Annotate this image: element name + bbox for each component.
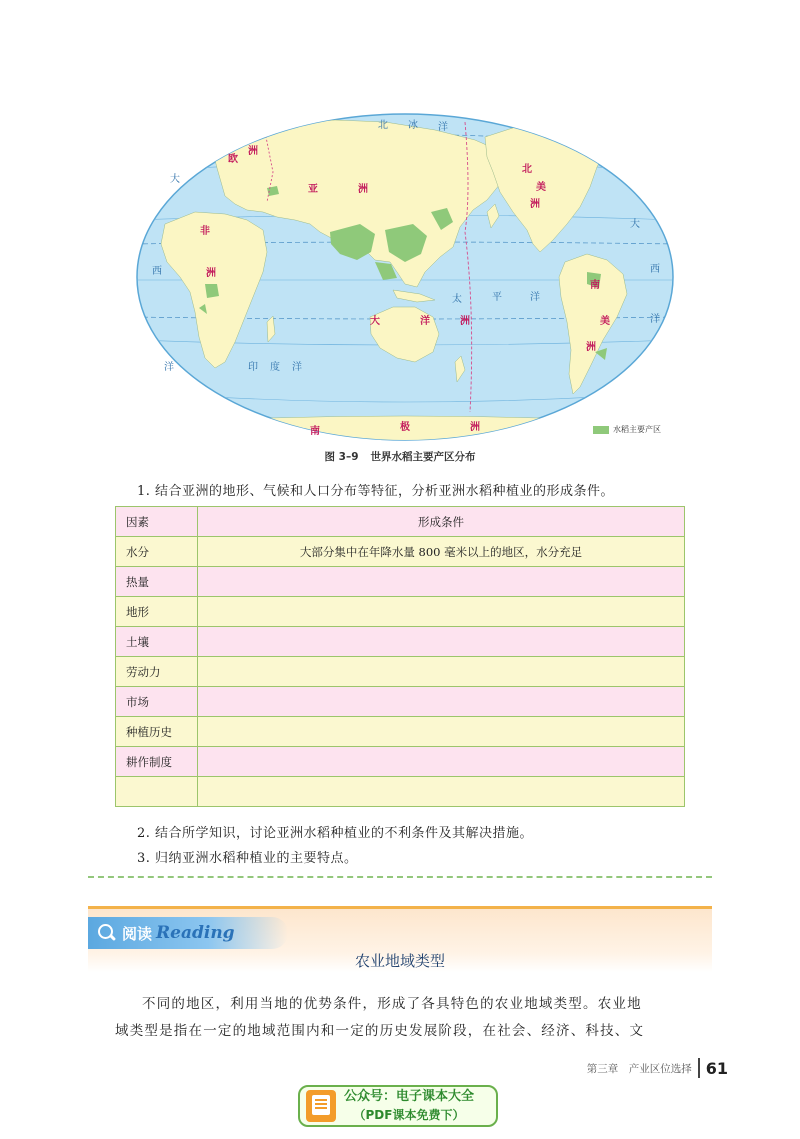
row-condition[interactable] xyxy=(198,777,685,807)
row-condition[interactable] xyxy=(198,687,685,717)
header-condition: 形成条件 xyxy=(198,507,685,537)
question-2: 2. 结合所学知识，讨论亚洲水稻种植业的不利条件及其解决措施。 xyxy=(137,826,534,841)
table-row xyxy=(116,717,685,747)
question-3: 3. 归纳亚洲水稻种植业的主要特点。 xyxy=(137,851,358,866)
figure-title: 世界水稻主要产区分布 xyxy=(370,451,476,463)
table-row xyxy=(116,567,685,597)
ebook-logo-icon xyxy=(306,1090,336,1122)
label-antarctica-0: 南 xyxy=(310,426,320,437)
page-footer xyxy=(587,1058,728,1078)
label-oceania-1: 洋 xyxy=(420,316,430,327)
label-na-2: 洲 xyxy=(530,199,540,210)
legend-label: 水稻主要产区 xyxy=(613,425,661,434)
greenland xyxy=(605,120,645,152)
row-condition[interactable] xyxy=(198,657,685,687)
row-condition[interactable] xyxy=(198,567,685,597)
reading-tab xyxy=(88,917,288,949)
rice-legend-swatch xyxy=(593,426,609,434)
table-row xyxy=(116,747,685,777)
row-factor: 热量 xyxy=(116,567,198,597)
formation-conditions-table xyxy=(115,506,685,807)
label-africa-0: 非 xyxy=(200,226,210,237)
map-legend xyxy=(593,424,661,435)
row-factor: 土壤 xyxy=(116,627,198,657)
table-row xyxy=(116,627,685,657)
label-oceania-2: 洲 xyxy=(460,316,470,327)
row-factor: 市场 xyxy=(116,687,198,717)
label-indian-1: 度 xyxy=(270,362,280,373)
row-condition[interactable]: 大部分集中在年降水量 800 毫米以上的地区，水分充足 xyxy=(198,537,685,567)
label-indian-2: 洋 xyxy=(292,362,302,373)
figure-caption xyxy=(0,449,800,464)
label-antarctica-2: 洲 xyxy=(470,422,480,433)
row-factor: 耕作制度 xyxy=(116,747,198,777)
table-row xyxy=(116,597,685,627)
row-factor[interactable] xyxy=(116,777,198,807)
reading-label-en: Reading xyxy=(156,923,235,943)
label-europe-0: 欧 xyxy=(228,154,238,165)
row-condition[interactable] xyxy=(198,597,685,627)
label-atlantic-left-2: 洋 xyxy=(164,362,174,373)
label-arctic-0: 北 xyxy=(378,120,388,131)
table-row xyxy=(116,657,685,687)
section-divider xyxy=(88,876,712,878)
watermark-badge xyxy=(298,1085,498,1127)
label-atlantic-left-1: 西 xyxy=(152,266,162,277)
label-atlantic-right-1: 西 xyxy=(650,264,660,275)
world-rice-map xyxy=(135,112,675,442)
magnifier-icon xyxy=(98,924,116,942)
table-row xyxy=(116,537,685,567)
label-sa-2: 洲 xyxy=(586,342,596,353)
label-atlantic-right-0: 大 xyxy=(630,219,640,230)
label-atlantic-right-2: 洋 xyxy=(650,314,660,325)
label-asia-1: 洲 xyxy=(358,184,368,195)
label-na-0: 北 xyxy=(522,164,532,175)
reading-title: 农业地域类型 xyxy=(354,952,445,970)
label-pacific-1: 平 xyxy=(492,292,502,303)
label-pacific-2: 洋 xyxy=(530,292,540,303)
row-condition[interactable] xyxy=(198,717,685,747)
badge-line-2: （PDF课本免费下） xyxy=(353,1108,465,1122)
badge-line-1: 公众号：电子课本大全 xyxy=(344,1089,475,1104)
row-condition[interactable] xyxy=(198,747,685,777)
label-arctic-1: 冰 xyxy=(408,120,418,131)
table-header-row xyxy=(116,507,685,537)
row-factor: 水分 xyxy=(116,537,198,567)
label-indian-0: 印 xyxy=(248,362,258,373)
label-arctic-2: 洋 xyxy=(438,122,448,133)
label-africa-1: 洲 xyxy=(206,268,216,279)
row-factor: 地形 xyxy=(116,597,198,627)
reading-paragraph-line-2: 域类型是指在一定的地域范围内和一定的历史发展阶段，在社会、经济、科技、文 xyxy=(115,1023,645,1039)
world-map-svg xyxy=(135,112,675,442)
row-condition[interactable] xyxy=(198,627,685,657)
label-atlantic-left-0: 大 xyxy=(170,174,180,185)
label-asia-0: 亚 xyxy=(308,184,318,195)
label-sa-0: 南 xyxy=(590,280,600,291)
row-factor: 种植历史 xyxy=(116,717,198,747)
question-1: 1. 结合亚洲的地形、气候和人口分布等特征，分析亚洲水稻种植业的形成条件。 xyxy=(137,484,615,499)
label-sa-1: 美 xyxy=(600,316,610,327)
table-row xyxy=(116,777,685,807)
table-row xyxy=(116,687,685,717)
footer-separator xyxy=(698,1058,700,1078)
page-number: 61 xyxy=(705,1058,728,1078)
row-factor: 劳动力 xyxy=(116,657,198,687)
label-na-1: 美 xyxy=(536,182,546,193)
label-pacific-0: 太 xyxy=(452,294,462,305)
reading-label-cn: 阅读 xyxy=(122,924,153,943)
label-antarctica-1: 极 xyxy=(400,422,410,433)
header-factor: 因素 xyxy=(116,507,198,537)
label-europe-1: 洲 xyxy=(248,146,258,157)
figure-number: 图 3–9 xyxy=(324,451,359,463)
chapter-title: 第三章 产业区位选择 xyxy=(586,1062,692,1075)
label-oceania-0: 大 xyxy=(370,316,380,327)
reading-paragraph-line-1: 不同的地区，利用当地的优势条件，形成了各具特色的农业地域类型。农业地 xyxy=(142,996,642,1012)
